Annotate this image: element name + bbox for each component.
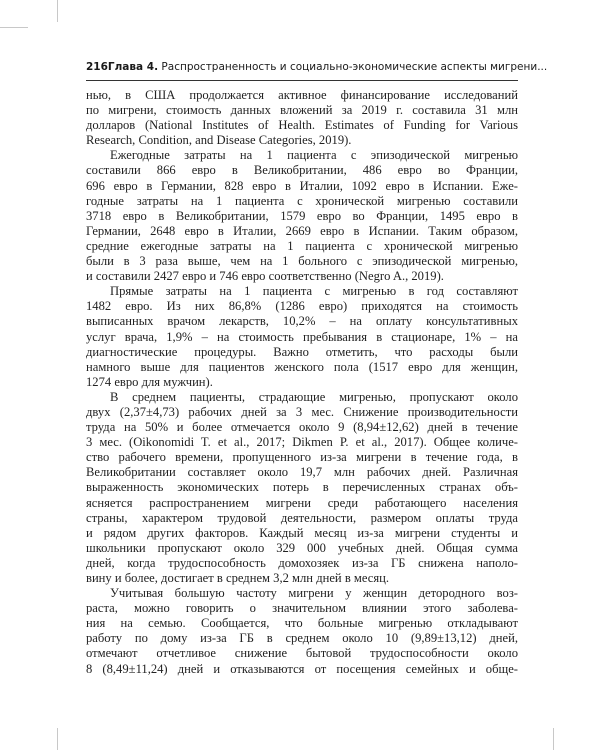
text-line: составили 866 евро в Великобритании, 486 евро во Франции, [86, 163, 518, 178]
text-line: средние ежегодные затраты на 1 пациента с хронической мигренью [86, 238, 518, 253]
running-header [86, 61, 548, 77]
text-line: диагностические процедуры. Важно отметить, что расходы были [86, 344, 518, 359]
text-line: 1274 евро для мужчин). [86, 374, 213, 389]
text-line: долларов (National Institutes of Health. Estimates of Funding for Various [86, 118, 518, 133]
text-line: Прямые затраты на 1 пациента с мигренью в год составляют [110, 284, 518, 299]
text-line: труда на 50% и более отмечается около 9 (8,94±12,62) дней в течение [86, 420, 518, 435]
crop-mark-bottom-left [57, 728, 58, 750]
text-line: выраженность экономических потерь в перечисленных странах объ- [86, 480, 518, 495]
text-line: отмечают отчетливое снижение бытовой трудоспособности около [86, 646, 518, 661]
text-line: работу по дому из-за ГБ в среднем около 10 (9,89±13,12) дней, [86, 631, 518, 646]
text-line: Учитывая большую частоту мигрени у женщин детородного воз- [110, 586, 518, 601]
text-line: 8 (8,49±11,24) дней и отказываются от посещения семейных и обще- [86, 661, 518, 676]
body-text [86, 88, 518, 677]
text-line: ство рабочего времени, пропущенного из-за мигрени в течение года, в [86, 450, 518, 465]
chapter-label: Глава 4. [107, 61, 159, 73]
text-line: раста, можно говорить о значительном влиянии этого заболева- [86, 601, 518, 616]
chapter-heading [108, 61, 547, 73]
page-number: 216 [86, 61, 108, 73]
text-line: ясняется распространением мигрени среди работающего населения [86, 495, 518, 510]
text-line: годные затраты на 1 пациента с хронической мигренью составили [86, 193, 518, 208]
text-line: нью, в США продолжается активное финансирование исследований [86, 88, 518, 102]
text-line: услуг врача, 1,9% – на стоимость пребывания в стационаре, 1% – на [86, 329, 518, 344]
text-line: 696 евро в Германии, 828 евро в Италии, 1092 евро в Испании. Еже- [86, 178, 518, 193]
text-line: по мигрени, стоимость данных вложений за 2019 г. составила 31 млн [86, 103, 518, 118]
text-line: и рядом других факторов. Каждый месяц из-за мигрени студенты и [86, 525, 518, 540]
text-line: страны, характером трудовой деятельности, размером оплаты труда [86, 510, 518, 525]
text-line: Германии, 2648 евро в Италии, 2669 евро в Испании. Таким образом, [86, 223, 518, 238]
text-line: были в 3 раза выше, чем на 1 больного с эпизодической мигренью, [86, 254, 518, 269]
crop-mark-bottom-right [553, 728, 554, 750]
text-line: Великобритании составляет около 19,7 млн рабочих дней. Различная [86, 465, 518, 480]
header-rule [86, 80, 518, 81]
crop-mark-top-left-vertical [57, 0, 58, 22]
text-line: школьники пропускают около 329 000 учебных дней. Общая сумма [86, 540, 518, 555]
text-line: двух (2,37±4,73) рабочих дней за 3 мес. Снижение производительности [86, 404, 518, 419]
text-line: 3 мес. (Oikonomidi T. et al., 2017; Dikmen P. et al., 2017). Общее количе- [86, 435, 518, 450]
text-line: выписанных врачом лекарств, 10,2% – на оплату консультативных [86, 314, 518, 329]
crop-mark-top-left-horizontal [0, 27, 28, 28]
text-line: дней, когда трудоспособность домохозяек из-за ГБ снижена наполо- [86, 555, 518, 570]
text-line: и составили 2427 евро и 746 евро соответственно (Negro A., 2019). [86, 269, 444, 284]
text-line: ния на семью. Сообщается, что больные мигренью откладывают [86, 616, 518, 631]
text-line: вину и более, достигает в среднем 3,2 млн дней в месяц. [86, 571, 390, 585]
text-line: В среднем пациенты, страдающие мигренью, пропускают около [110, 389, 518, 404]
text-line: намного выше для пациентов женского пола (1517 евро для женщин, [86, 359, 518, 374]
chapter-title: Распространенность и социально-экономические аспекты мигрени... [161, 61, 548, 73]
text-line: 3718 евро в Великобритании, 1579 евро во Франции, 1495 евро в [86, 208, 518, 223]
text-line: Research, Condition, and Disease Categories, 2019). [86, 133, 352, 148]
text-line: Ежегодные затраты на 1 пациента с эпизодической мигренью [110, 148, 518, 163]
text-line: 1482 евро. Из них 86,8% (1286 евро) приходятся на стоимость [86, 299, 518, 314]
